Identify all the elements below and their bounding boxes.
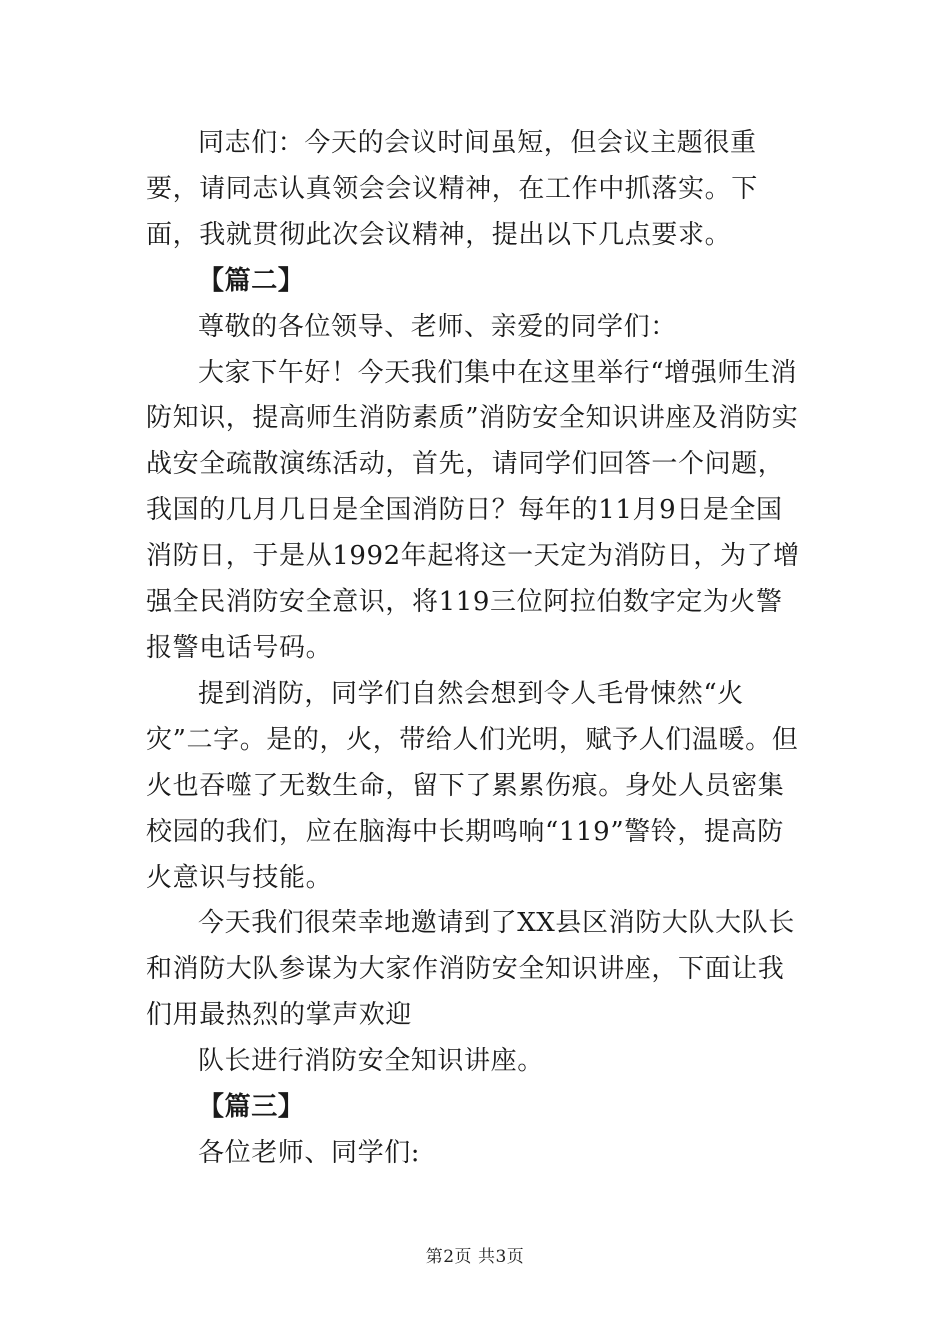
paragraph: 同志们：今天的会议时间虽短，但会议主题很重要，请同志认真领会会议精神，在工作中抓落实。下面，我就贯彻此次会议精神，提出以下几点要求。 [146,128,758,250]
paragraph: 队长进行消防安全知识讲座。 [198,1046,544,1077]
paragraph: 大家下午好！今天我们集中在这里举行“增强师生消防知识，提高师生消防素质”消防安全知识讲座及消防实战安全疏散演练活动，首先，请同学们回答一个问题，我国的几月几日是全国消防日？每年的11月9日是全国消防日，于是从1992年起将这一天定为消防日，为了增强全民消防安全意识，将119三位阿拉伯数字定为火警报警电话号码。 [146,357,800,663]
page-number-footer: 第2页 共3页 [425,1247,525,1267]
paragraph: 今天我们很荣幸地邀请到了XX县区消防大队大队长和消防大队参谋为大家作消防安全知识讲座，下面让我们用最热烈的掌声欢迎 [146,908,795,1031]
document-body [146,121,808,1177]
salutation: 尊敬的各位领导、老师、亲爱的同学们： [198,311,677,342]
salutation: 各位老师、同学们: [198,1137,421,1168]
section-heading: 【篇二】 [198,265,305,296]
section-heading: 【篇三】 [198,1092,305,1123]
paragraph: 提到消防，同学们自然会想到令人毛骨悚然“火灾”二字。是的，火，带给人们光明，赋予人们温暖。但火也吞噬了无数生命，留下了累累伤痕。身处人员密集校园的我们，应在脑海中长期鸣响“119”警铃，提高防火意识与技能。 [146,678,799,893]
